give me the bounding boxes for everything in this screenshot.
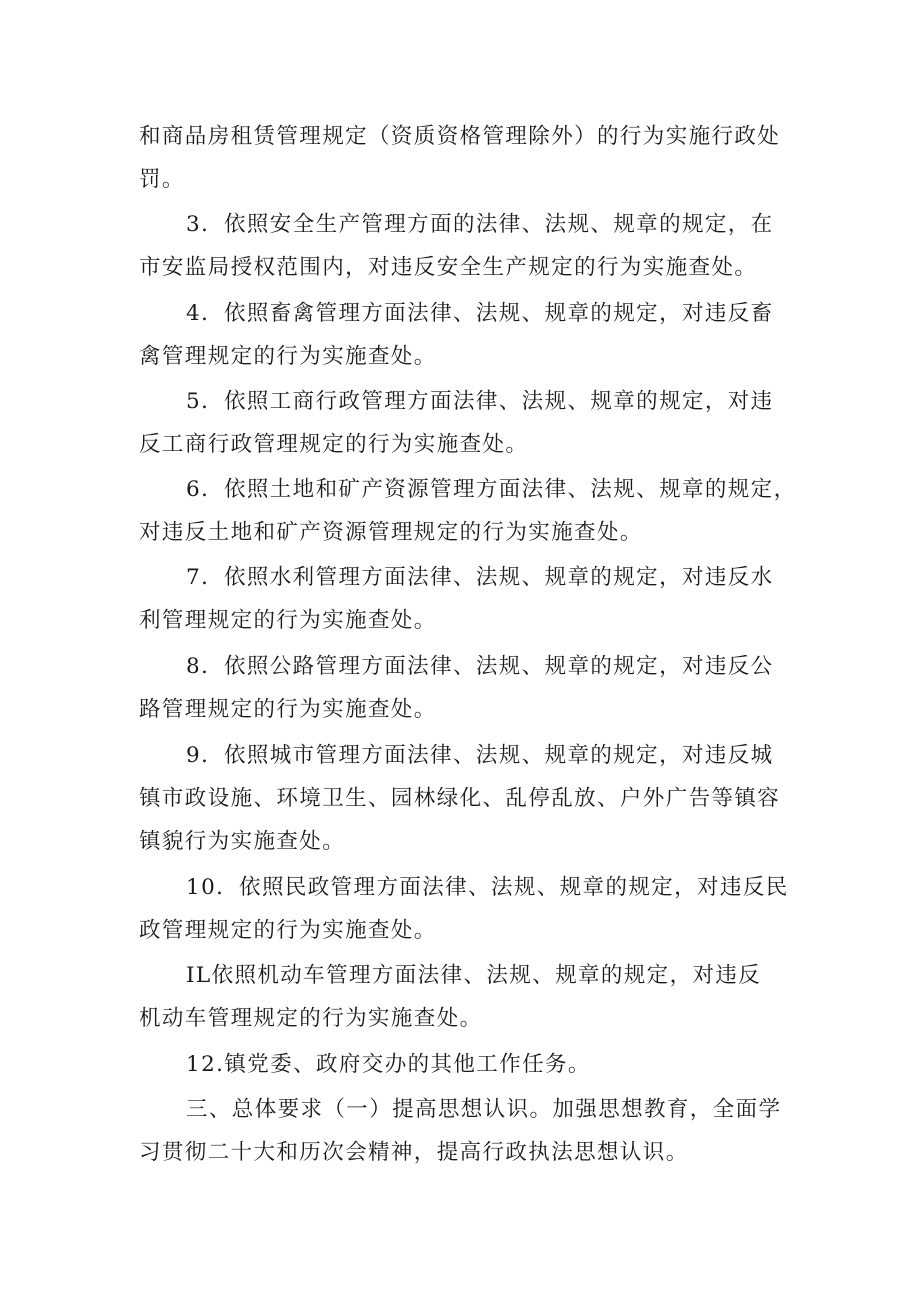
text-line: 罚。: [139, 167, 185, 192]
list-item-11: IL依照机动车管理方面法律、法规、规章的规定，对违反: [186, 963, 762, 988]
list-item-3: 3．依照安全生产管理方面的法律、法规、规章的规定，在: [186, 212, 774, 237]
text-line: 对违反土地和矿产资源管理规定的行为实施查处。: [139, 520, 643, 545]
text-line: 利管理规定的行为实施查处。: [139, 608, 437, 633]
list-item-9: 9．依照城市管理方面法律、法规、规章的规定，对违反城: [186, 743, 774, 768]
text-line: 反工商行政管理规定的行为实施查处。: [139, 432, 529, 457]
text-line: 市安监局授权范围内，对违反安全生产规定的行为实施查处。: [139, 255, 758, 280]
text-line: 镇市政设施、环境卫生、园林绿化、乱停乱放、户外广告等镇容: [139, 786, 781, 811]
list-item-12: 12.镇党委、政府交办的其他工作任务。: [186, 1052, 591, 1077]
list-item-4: 4．依照畜禽管理方面法律、法规、规章的规定，对违反畜: [186, 301, 774, 326]
list-item-6: 6．依照土地和矿产资源管理方面法律、法规、规章的规定，: [186, 477, 797, 502]
text-line: 路管理规定的行为实施查处。: [139, 697, 437, 722]
section-heading-requirements: 三、总体要求（一）提高思想认识。加强思想教育，全面学: [186, 1097, 782, 1122]
text-line: 机动车管理规定的行为实施查处。: [139, 1006, 483, 1031]
list-item-10: 10．依照民政管理方面法律、法规、规章的规定，对违反民: [186, 875, 789, 900]
text-line: 禽管理规定的行为实施查处。: [139, 344, 437, 369]
text-line: 习贯彻二十大和历次会精神，提高行政执法思想认识。: [139, 1140, 689, 1165]
text-line: 政管理规定的行为实施查处。: [139, 918, 437, 943]
list-item-8: 8．依照公路管理方面法律、法规、规章的规定，对违反公: [186, 654, 774, 679]
text-line: 镇貌行为实施查处。: [139, 829, 346, 854]
text-line: 和商品房租赁管理规定（资质资格管理除外）的行为实施行政处: [139, 124, 781, 149]
list-item-5: 5．依照工商行政管理方面法律、法规、规章的规定，对违: [186, 389, 774, 414]
list-item-7: 7．依照水利管理方面法律、法规、规章的规定，对违反水: [186, 565, 774, 590]
